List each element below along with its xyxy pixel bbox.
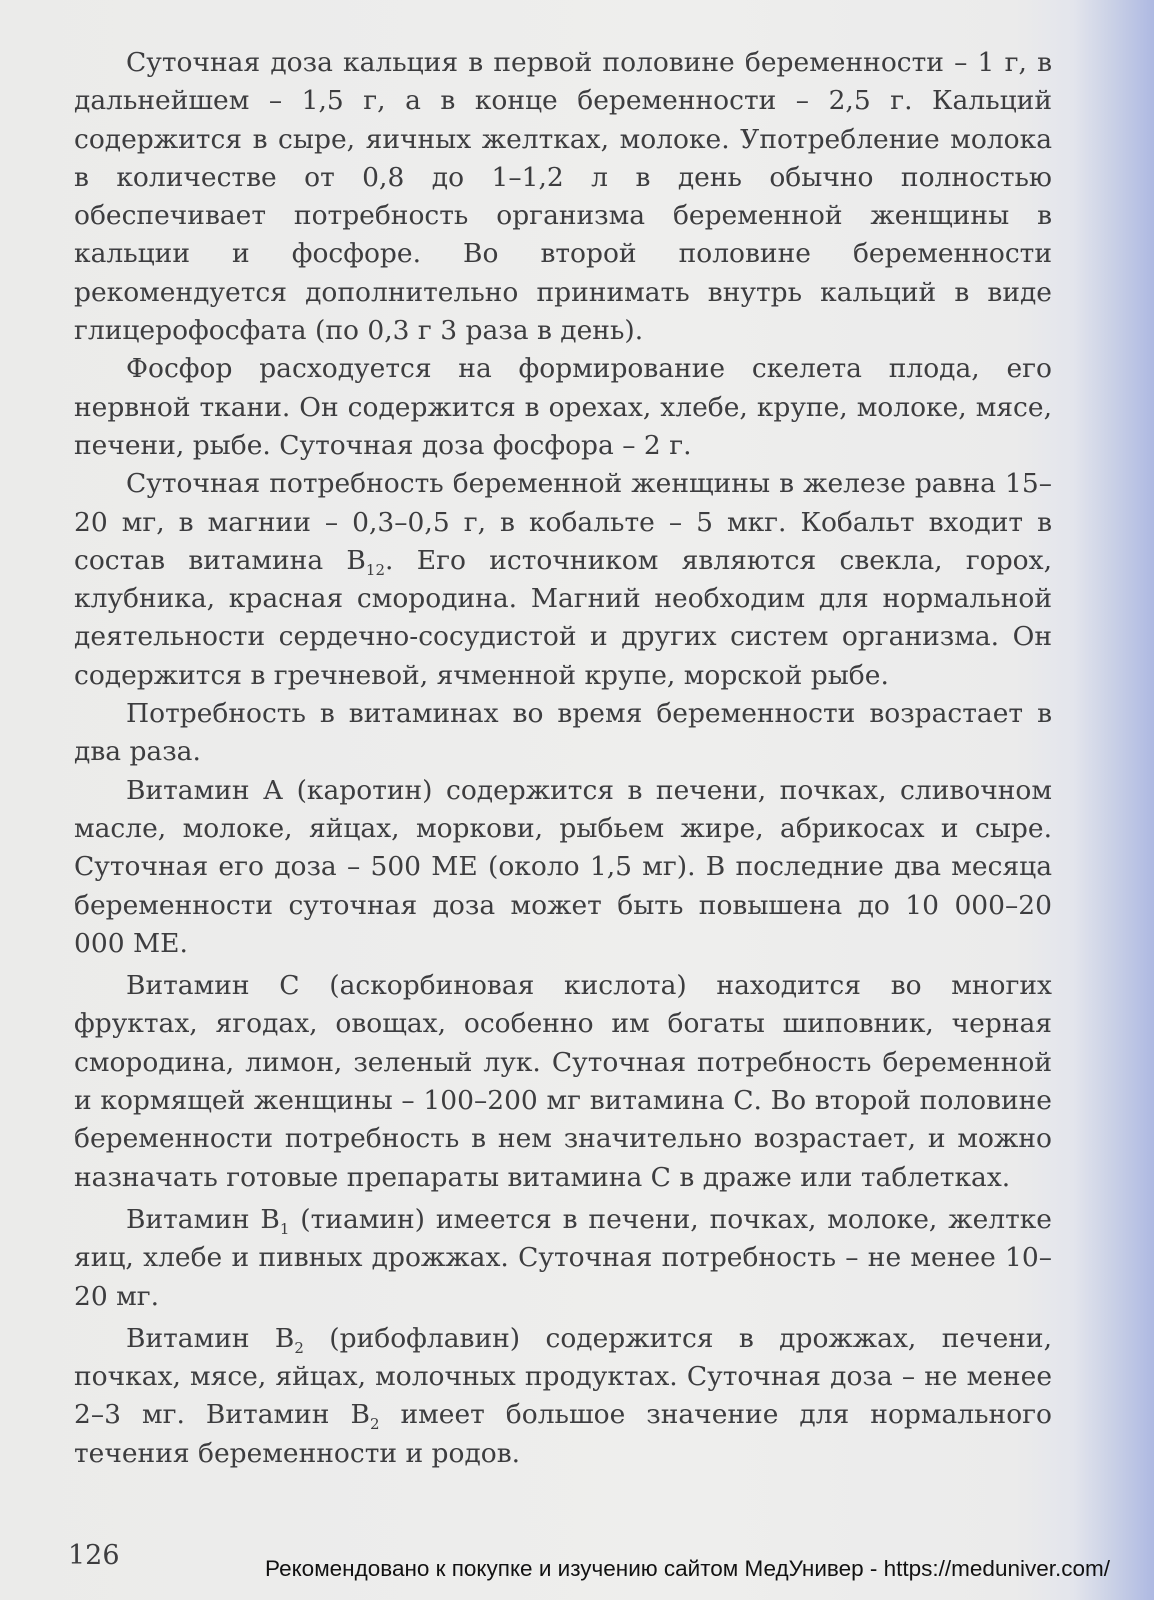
paragraph-text: Суточная потребность беременной женщины в железе равна 15–20 мг, в магнии – 0,3–0,5 г, в кобальте – 5 мкг. Кобальт входит в состав витамина В bbox=[74, 468, 1052, 576]
paragraph-vitamin-need bbox=[74, 695, 1052, 772]
paragraph-text: Витамин В bbox=[126, 1203, 280, 1235]
watermark-link[interactable]: Рекомендовано к покупке и изучению сайтом МедУнивер - https://meduniver.com/ bbox=[265, 1556, 1110, 1581]
paragraph-text: . Его источником являются свекла, горох, клубника, красная смородина. Магний необходим для нормальной деятельности сердечно-сосудистой и других систем организма. Он содержится в гречневой, ячменной крупе, морской рыбе. bbox=[74, 544, 1052, 691]
paragraph-text: Витамин С (аскорбиновая кислота) находится во многих фруктах, ягодах, овощах, особенно им богаты шиповник, черная смородина, лимон, зеленый лук. Суточная потребность беременной и кормящей женщины – 100–200 мг витамина С. Во второй половине беременности потребность в нем значительно возрастает, и можно назначать готовые препараты витамина С в драже или таблетках. bbox=[74, 970, 1052, 1193]
paragraph-iron-magnesium-cobalt bbox=[74, 465, 1052, 695]
paragraph-text: Витамин В bbox=[126, 1322, 295, 1354]
paragraph-text: Суточная доза кальция в первой половине беременности – 1 г, в дальнейшем – 1,5 г, а в конце беременности – 2,5 г. Кальций содержится в сыре, яичных желтках, молоке. Употребление молока в количестве от 0,8 до 1–1,2 л в день обычно полностью обеспечивает потребность организма беременной женщины в кальции и фосфоре. Во второй половине беременности рекомендуется дополнительно принимать внутрь кальций в виде глицерофосфата (по 0,3 г 3 раза в день). bbox=[74, 47, 1052, 347]
subscript: 2 bbox=[369, 1415, 380, 1434]
paragraph-vitamin-b2 bbox=[74, 1320, 1052, 1473]
paragraph-text: Витамин А (каротин) содержится в печени, почках, сливочном масле, молоке, яйцах, моркови, рыбьем жире, абрикосах и сыре. Суточная его доза – 500 МЕ (около 1,5 мг). В последние два месяца беременности суточная доза может быть повышена до 10 000–20 000 МЕ. bbox=[74, 774, 1052, 959]
page-number: 126 bbox=[68, 1540, 120, 1571]
paragraph-text: Потребность в витаминах во время беременности возрастает в два раза. bbox=[74, 698, 1052, 768]
paragraph-vitamin-c bbox=[74, 967, 1052, 1197]
paragraph-vitamin-b1 bbox=[74, 1201, 1052, 1316]
paragraph-calcium bbox=[74, 44, 1052, 350]
paragraph-text: (тиамин) имеется в печени, почках, молоке, желтке яиц, хлебе и пивных дрожжах. Суточная потребность – не менее 10–20 мг. bbox=[74, 1203, 1052, 1312]
subscript: 12 bbox=[365, 560, 386, 579]
paragraph-text: имеет большое значение для нормального течения беременности и родов. bbox=[74, 1399, 1052, 1469]
subscript: 1 bbox=[279, 1219, 290, 1238]
paragraph-vitamin-a bbox=[74, 772, 1052, 963]
paragraph-text: Фосфор расходуется на формирование скелета плода, его нервной ткани. Он содержится в орехах, хлебе, крупе, молоке, мясе, печени, рыбе. Суточная доза фосфора – 2 г. bbox=[74, 353, 1052, 461]
subscript: 2 bbox=[294, 1338, 304, 1357]
paragraph-text: (рибофлавин) содержится в дрожжах, печени, почках, мясе, яйцах, молочных продуктах. Суточная доза – не менее 2–3 мг. Витамин В bbox=[74, 1322, 1053, 1431]
body-text bbox=[74, 44, 1052, 1473]
paragraph-phosphorus bbox=[74, 350, 1052, 465]
